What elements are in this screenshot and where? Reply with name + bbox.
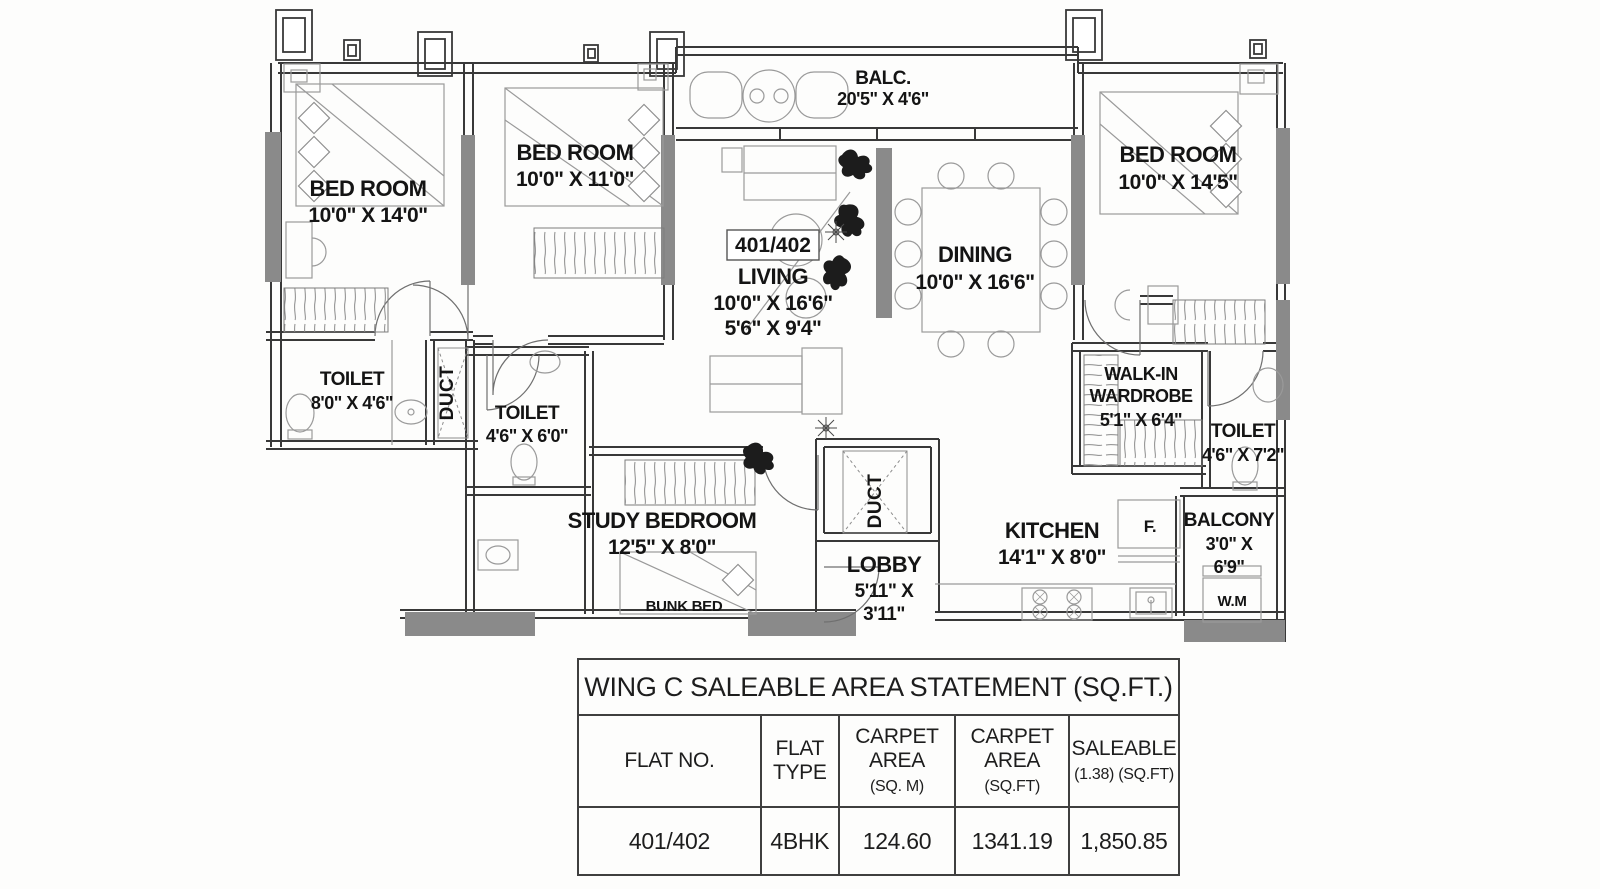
svg-text:12'5" X 8'0": 12'5" X 8'0" [608,536,716,559]
svg-text:10'0" X 14'5": 10'0" X 14'5" [1118,171,1238,194]
svg-text:DINING: DINING [938,242,1012,267]
label-kitchen [998,518,1106,569]
table-header-row [578,715,1179,807]
label-study-bedroom [568,508,757,559]
svg-text:BUNK BED: BUNK BED [645,598,723,615]
svg-text:WALK-IN: WALK-IN [1104,364,1178,384]
header-carpet-area-sqft [955,715,1069,807]
label-toilet2 [486,403,568,446]
svg-text:WARDROBE: WARDROBE [1089,386,1193,406]
header-line: FLAT [775,736,825,760]
label-duct-2 [865,474,886,529]
label-lobby [847,552,922,625]
header-carpet-area-sqm [839,715,956,807]
header-saleable [1069,715,1179,807]
label-living [713,264,832,340]
svg-text:BED ROOM: BED ROOM [1119,142,1237,167]
svg-text:BED ROOM: BED ROOM [309,176,427,201]
svg-text:TOILET: TOILET [494,403,560,424]
svg-text:10'0" X 14'0": 10'0" X 14'0" [308,204,428,227]
header-line: SALEABLE [1071,736,1177,760]
label-bedroom-left [308,176,427,227]
header-subline: (SQ. M) [870,778,924,796]
header-line: AREA [868,748,925,772]
label-duct-1 [437,366,458,421]
cell-carpet-sqm: 124.60 [839,807,956,875]
header-flat-type [761,715,839,807]
header-line: CARPET [970,724,1054,748]
label-washing-machine [1217,593,1246,610]
svg-text:LOBBY: LOBBY [846,552,922,577]
svg-text:DUCT: DUCT [865,473,886,529]
label-toilet3 [1202,421,1284,465]
svg-text:5'6" X 9'4": 5'6" X 9'4" [724,317,822,340]
svg-text:401/402: 401/402 [735,234,811,257]
cell-saleable: 1,850.85 [1069,807,1179,875]
svg-text:4'6" X 6'0": 4'6" X 6'0" [485,426,569,446]
header-line: CARPET [855,724,939,748]
table-data-row [578,807,1179,875]
cell-flat-no: 401/402 [578,807,761,875]
svg-text:10'0" X 11'0": 10'0" X 11'0" [516,168,634,191]
header-line: AREA [984,748,1041,772]
svg-text:5'11" X: 5'11" X [854,581,914,602]
cell-carpet-sqft: 1341.19 [955,807,1069,875]
svg-text:5'1" X 6'4": 5'1" X 6'4" [1099,410,1183,430]
svg-text:DUCT: DUCT [437,365,458,421]
label-walkin-wardrobe [1090,364,1193,430]
svg-text:F.: F. [1143,517,1157,536]
svg-text:6'9": 6'9" [1213,557,1245,577]
svg-text:14'1" X 8'0": 14'1" X 8'0" [998,546,1106,569]
label-toilet1 [311,369,393,413]
svg-text:3'0" X: 3'0" X [1205,534,1253,554]
header-subline: (1.38) (SQ.FT) [1074,766,1174,783]
svg-text:BALC.: BALC. [855,68,911,89]
top-columns [276,10,1266,76]
svg-text:10'0" X 16'6": 10'0" X 16'6" [713,292,833,315]
svg-text:10'0" X 16'6": 10'0" X 16'6" [915,271,1035,294]
label-fridge [1144,517,1157,536]
walls [266,47,1285,642]
cell-flat-type: 4BHK [761,807,839,875]
label-balcony-top [837,68,929,109]
label-bunk-bed [646,598,723,615]
svg-text:20'5" X 4'6": 20'5" X 4'6" [837,89,929,109]
header-subline: (SQ.FT) [984,778,1040,796]
header-flat-no [578,715,761,807]
svg-text:3'11": 3'11" [863,604,905,625]
label-bedroom-mid [516,140,634,191]
svg-text:4'6" X 7'2": 4'6" X 7'2" [1201,445,1285,465]
svg-text:BED ROOM: BED ROOM [516,140,634,165]
label-dining [915,242,1034,294]
header-line: TYPE [772,761,827,784]
svg-text:8'0" X 4'6": 8'0" X 4'6" [310,393,394,413]
svg-text:TOILET: TOILET [1210,421,1276,442]
svg-text:STUDY BEDROOM: STUDY BEDROOM [567,508,757,533]
svg-text:TOILET: TOILET [319,369,385,390]
svg-text:LIVING: LIVING [737,264,809,289]
table-title: WING C SALEABLE AREA STATEMENT (SQ.FT.) [578,659,1179,715]
svg-text:BALCONY: BALCONY [1183,510,1275,531]
svg-text:KITCHEN: KITCHEN [1004,518,1100,543]
saleable-area-table [577,658,1180,876]
header-line: FLAT NO. [624,748,715,772]
unit-number-box [727,230,819,260]
svg-text:W.M: W.M [1217,593,1247,610]
